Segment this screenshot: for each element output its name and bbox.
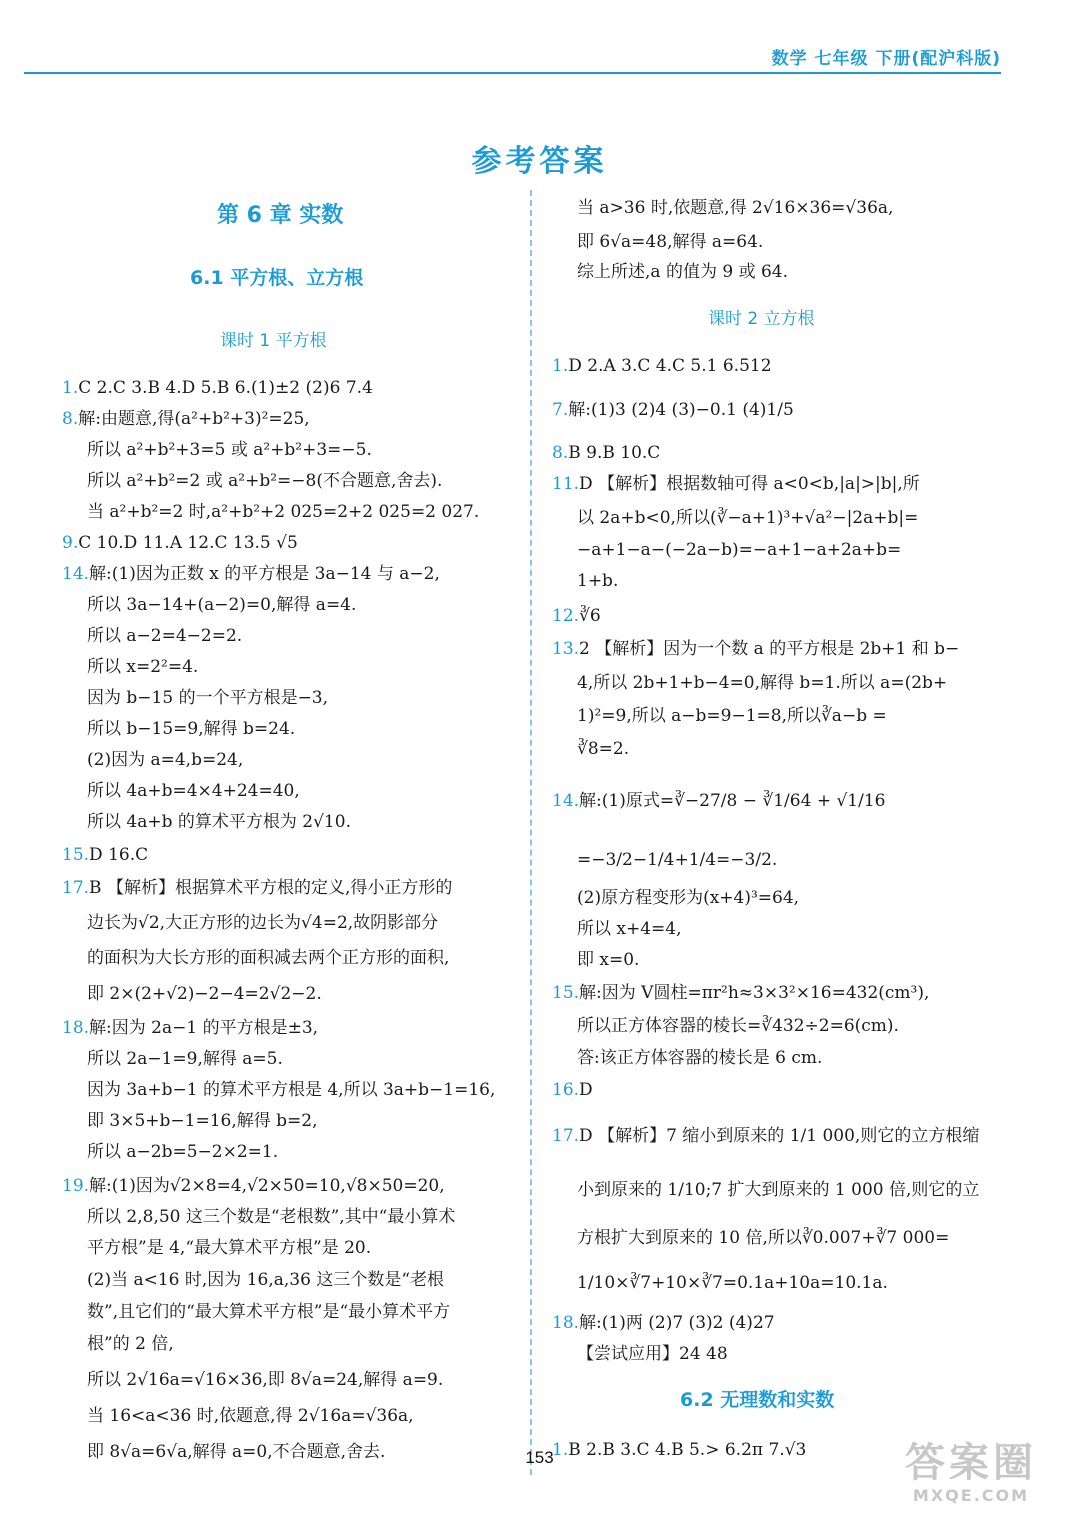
answer-line: 15.解:因为 V圆柱=πr²h≈3×3²×16=432(cm³), bbox=[552, 983, 930, 1003]
answer-line: 1)²=9,所以 a−b=9−1=8,所以∛a−b = bbox=[577, 706, 887, 726]
answer-line: 12.∛6 bbox=[552, 606, 601, 626]
answer-line: 【尝试应用】24 48 bbox=[577, 1344, 728, 1364]
answer-line: 所以 a−2b=5−2×2=1. bbox=[87, 1142, 279, 1162]
answer-line: 1+b. bbox=[577, 571, 619, 591]
answer-line: 方根扩大到原来的 10 倍,所以∛0.007+∛7 000= bbox=[577, 1228, 950, 1248]
answer-line: 即 6√a=48,解得 a=64. bbox=[577, 232, 764, 252]
watermark-url: MXQE.COM bbox=[912, 1486, 1030, 1505]
answer-line: 17.B 【解析】根据算术平方根的定义,得小正方形的 bbox=[62, 878, 453, 898]
answer-line: 14.解:(1)原式=∛−27/8 − ∛1/64 + √1/16 bbox=[552, 791, 886, 811]
answer-line: 1/10×∛7+10×∛7=0.1a+10a=10.1a. bbox=[577, 1273, 888, 1293]
answer-line: =−3/2−1/4+1/4=−3/2. bbox=[577, 850, 778, 870]
answer-line: (2)原方程变形为(x+4)³=64, bbox=[577, 888, 800, 908]
answer-line: 4,所以 2b+1+b−4=0,解得 b=1.所以 a=(2b+ bbox=[577, 673, 948, 693]
answer-line: 所以 3a−14+(a−2)=0,解得 a=4. bbox=[87, 595, 357, 615]
answer-line: 即 2×(2+√2)−2−4=2√2−2. bbox=[87, 984, 322, 1004]
page-number: 153 bbox=[525, 1448, 554, 1467]
answer-line: 所以 x=2²=4. bbox=[87, 657, 199, 677]
answer-line: 当 16<a<36 时,依题意,得 2√16a=√36a, bbox=[87, 1406, 414, 1426]
answer-line: (2)因为 a=4,b=24, bbox=[87, 750, 244, 770]
answer-line: 当 a>36 时,依题意,得 2√16×36=√36a, bbox=[577, 198, 894, 218]
watermark-logo bbox=[881, 1440, 1061, 1520]
answer-line: 13.2 【解析】因为一个数 a 的平方根是 2b+1 和 b− bbox=[552, 639, 960, 659]
answer-line: (2)当 a<16 时,因为 16,a,36 这三个数是“老根 bbox=[87, 1270, 445, 1290]
answer-line: 所以 2a−1=9,解得 a=5. bbox=[87, 1049, 283, 1069]
answer-line: ∛8=2. bbox=[577, 739, 630, 759]
lesson-heading-2: 课时 2 立方根 bbox=[708, 309, 815, 329]
section-heading: 6.1 平方根、立方根 bbox=[190, 267, 364, 289]
answer-line: 所以 a²+b²+3=5 或 a²+b²+3=−5. bbox=[87, 440, 372, 460]
answer-line: 所以 2√16a=√16×36,即 8√a=24,解得 a=9. bbox=[87, 1370, 444, 1390]
answer-line: 所以 a²+b²=2 或 a²+b²=−8(不合题意,舍去). bbox=[87, 471, 443, 491]
answer-line: 所以 a−2=4−2=2. bbox=[87, 626, 243, 646]
answer-line: 的面积为大长方形的面积减去两个正方形的面积, bbox=[87, 948, 450, 968]
answer-line: 答:该正方体容器的棱长是 6 cm. bbox=[577, 1048, 823, 1068]
chapter-heading: 第 6 章 实数 bbox=[217, 203, 344, 228]
answer-line: 1.D 2.A 3.C 4.C 5.1 6.512 bbox=[552, 356, 772, 376]
answer-line: 即 8√a=6√a,解得 a=0,不合题意,舍去. bbox=[87, 1442, 386, 1462]
watermark-text: 答案圈 bbox=[905, 1440, 1037, 1486]
answer-line: 小到原来的 1/10;7 扩大到原来的 1 000 倍,则它的立 bbox=[577, 1180, 980, 1200]
answer-line: 所以 2,8,50 这三个数是“老根数”,其中“最小算术 bbox=[87, 1207, 456, 1227]
answer-line: 综上所述,a 的值为 9 或 64. bbox=[577, 262, 789, 282]
answer-line: 所以 x+4=4, bbox=[577, 919, 682, 939]
answer-line: 18.解:(1)两 (2)7 (3)2 (4)27 bbox=[552, 1313, 775, 1333]
answer-line: 平方根”是 4,“最大算术平方根”是 20. bbox=[87, 1238, 372, 1258]
section-heading-2: 6.2 无理数和实数 bbox=[680, 1389, 835, 1411]
answer-line: −a+1−a−(−2a−b)=−a+1−a+2a+b= bbox=[577, 540, 902, 560]
answer-line: 数”,且它们的“最大算术平方根”是“最小算术平方 bbox=[87, 1302, 451, 1322]
column-divider bbox=[530, 190, 532, 1475]
answer-line: 因为 3a+b−1 的算术平方根是 4,所以 3a+b−1=16, bbox=[87, 1080, 496, 1100]
answer-line: 19.解:(1)因为√2×8=4,√2×50=10,√8×50=20, bbox=[62, 1176, 445, 1196]
page-title: 参考答案 bbox=[471, 144, 608, 179]
answer-line: 根”的 2 倍, bbox=[87, 1334, 174, 1354]
answer-line: 8.解:由题意,得(a²+b²+3)²=25, bbox=[62, 409, 310, 429]
answer-line: 以 2a+b<0,所以(∛−a+1)³+√a²−|2a+b|= bbox=[577, 508, 919, 528]
lesson-heading: 课时 1 平方根 bbox=[220, 331, 327, 351]
answer-line: 9.C 10.D 11.A 12.C 13.5 √5 bbox=[62, 533, 298, 553]
answer-line: 因为 b−15 的一个平方根是−3, bbox=[87, 688, 329, 708]
answer-line: 16.D bbox=[552, 1080, 593, 1100]
answer-line: 即 3×5+b−1=16,解得 b=2, bbox=[87, 1111, 318, 1131]
answer-line: 所以 4a+b=4×4+24=40, bbox=[87, 781, 300, 801]
answer-line: 当 a²+b²=2 时,a²+b²+2 025=2+2 025=2 027. bbox=[87, 502, 480, 522]
answer-line: 8.B 9.B 10.C bbox=[552, 443, 661, 463]
header-rule bbox=[24, 72, 1001, 74]
answer-line: 边长为√2,大正方形的边长为√4=2,故阴影部分 bbox=[87, 913, 439, 933]
answer-line: 1.C 2.C 3.B 4.D 5.B 6.(1)±2 (2)6 7.4 bbox=[62, 378, 373, 398]
answer-line: 所以正方体容器的棱长=∛432÷2=6(cm). bbox=[577, 1016, 899, 1036]
answer-line: 15.D 16.C bbox=[62, 845, 149, 865]
header-title: 数学 七年级 下册(配沪科版) bbox=[771, 49, 1001, 69]
answer-line: 14.解:(1)因为正数 x 的平方根是 3a−14 与 a−2, bbox=[62, 564, 440, 584]
answer-line: 所以 4a+b 的算术平方根为 2√10. bbox=[87, 812, 351, 832]
answer-line: 17.D 【解析】7 缩小到原来的 1/1 000,则它的立方根缩 bbox=[552, 1126, 980, 1146]
answer-line: 即 x=0. bbox=[577, 950, 640, 970]
answer-line: 所以 b−15=9,解得 b=24. bbox=[87, 719, 296, 739]
answer-line: 18.解:因为 2a−1 的平方根是±3, bbox=[62, 1018, 319, 1038]
answer-line: 11.D 【解析】根据数轴可得 a<0<b,|a|>|b|,所 bbox=[552, 474, 920, 494]
answer-line: 7.解:(1)3 (2)4 (3)−0.1 (4)1/5 bbox=[552, 400, 794, 420]
answer-line: 1.B 2.B 3.C 4.B 5.> 6.2π 7.√3 bbox=[552, 1440, 807, 1460]
